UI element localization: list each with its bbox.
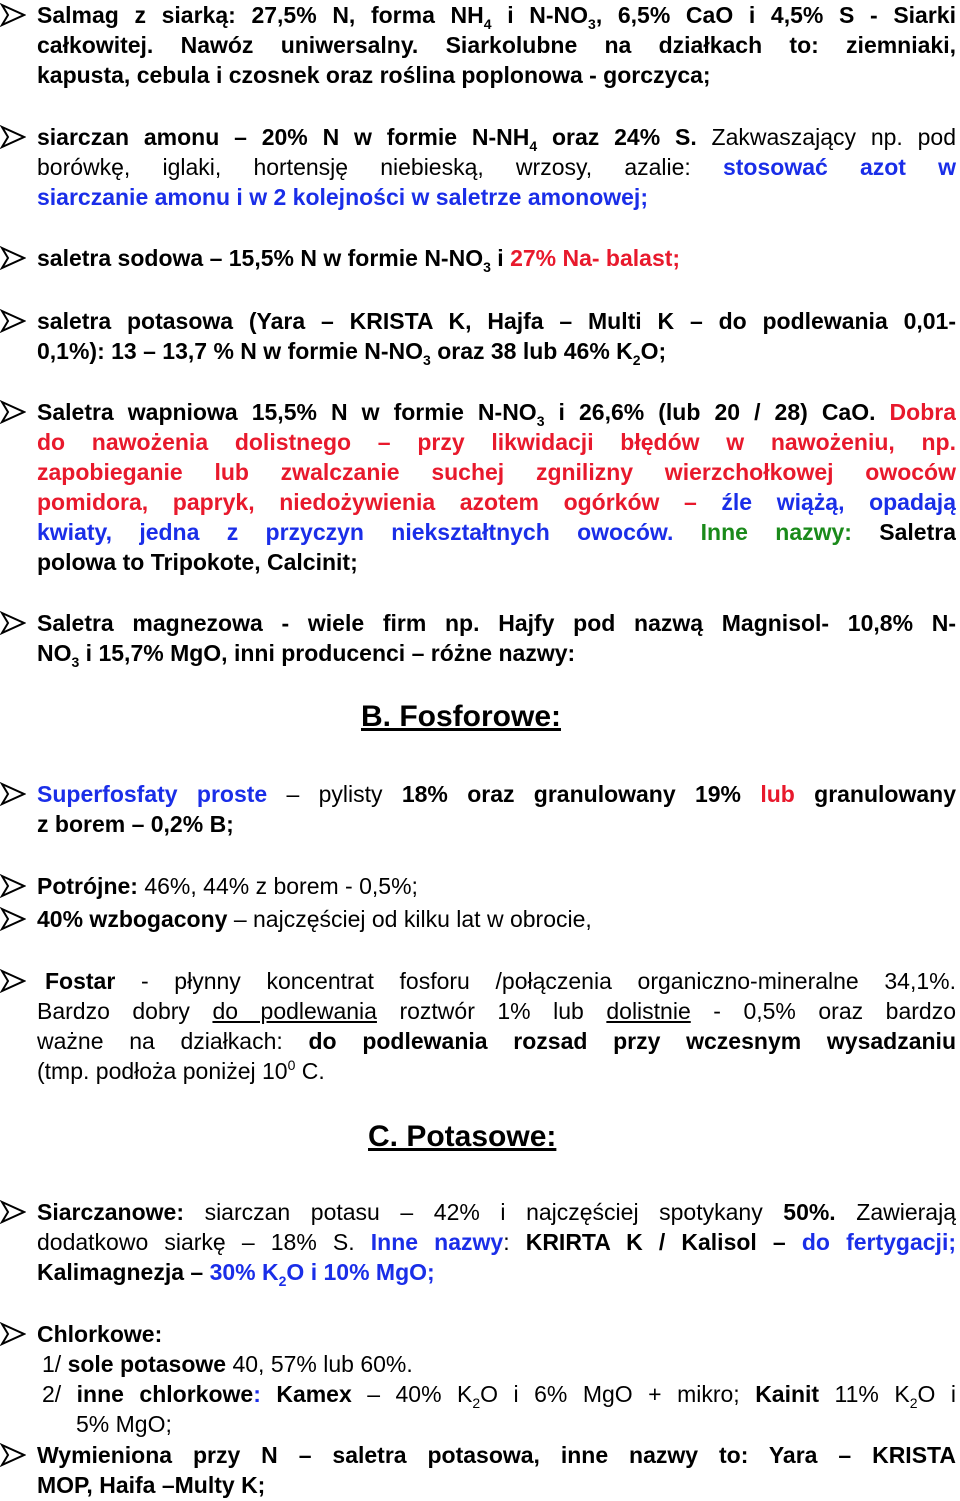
arrow-bullet-icon [0, 907, 26, 931]
arrow-bullet-icon [0, 1443, 26, 1467]
arrow-bullet-icon [0, 969, 26, 993]
arrow-bullet-icon [0, 611, 26, 635]
section-heading-fosforowe: B. Fosforowe: [361, 700, 561, 733]
arrow-bullet-icon [0, 246, 26, 270]
item-line: Superfosfaty proste – pylisty 18% oraz granulowany 19% lub granulowany [37, 781, 956, 807]
item-line: 0,1%): 13 – 13,7 % N w formie $N-NO_3$ oraz 38 lub 46% $K_2O$; [37, 338, 667, 368]
item-line: kapusta, cebula i czosnek oraz roślina poplonowa - gorczyca; [37, 62, 711, 88]
arrow-bullet-icon [0, 309, 26, 333]
item-line: Fostar - płynny koncentrat fosforu /połączenia organiczno-mineralne 34,1%. [45, 968, 956, 994]
item-line: pomidora, papryk, niedożywienia azotem ogórków – źle wiążą, opadają [37, 489, 956, 515]
item-line: borówkę, iglaki, hortensję niebieską, wrzosy, azalie: stosować azot w [37, 154, 956, 180]
item-line: Chlorkowe: [37, 1321, 163, 1347]
item-line: 2/ inne chlorkowe: Kamex – 40% $K_2O$ i 6% MgO + mikro; Kainit 11% $K_2O$ i [42, 1381, 956, 1409]
item-line: 40% wzbogacony – najczęściej od kilku lat w obrocie, [37, 906, 592, 932]
item-line: Saletra wapniowa 15,5% N w formie $N-NO_3$ i 26,6% (lub 20 / 28) CaO. Dobra [37, 399, 956, 427]
item-line: Kalimagnezja – 30% $K_2O$ i 10% MgO; [37, 1259, 435, 1289]
item-line: polowa to Tripokote, Calcinit; [37, 549, 358, 575]
item-line: 5% MgO; [76, 1411, 172, 1437]
item-line: Bardzo dobry do podlewania roztwór 1% lub dolistnie - 0,5% oraz bardzo [37, 998, 956, 1024]
item-line: kwiaty, jedna z przyczyn niekształtnych owoców. Inne nazwy: Saletra [37, 519, 956, 545]
item-line: ważne na działkach: do podlewania rozsad przy wczesnym wysadzaniu [37, 1028, 956, 1054]
arrow-bullet-icon [0, 874, 26, 898]
item-line: Siarczanowe: siarczan potasu – 42% i najczęściej spotykany 50%. Zawierają [37, 1199, 956, 1225]
item-line: Wymieniona przy N – saletra potasowa, inne nazwy to: Yara – KRISTA [37, 1442, 956, 1468]
item-line: Potrójne: 46%, 44% z borem - 0,5%; [37, 873, 418, 899]
item-line: (tmp. podłoża poniżej $10^0$ C. [37, 1057, 325, 1084]
item-line: $NO_3$ i 15,7% MgO, inni producenci – różne nazwy: [37, 640, 576, 670]
item-line: do nawożenia dolistnego – przy likwidacji błędów w nawożeniu, np. [37, 429, 956, 455]
item-line: zapobieganie lub zwalczanie suchej zgnilizny wierzchołkowej owoców [37, 459, 956, 485]
arrow-bullet-icon [0, 400, 26, 424]
arrow-bullet-icon [0, 3, 26, 27]
arrow-bullet-icon [0, 1322, 26, 1346]
item-line: 1/ sole potasowe 40, 57% lub 60%. [42, 1351, 413, 1377]
item-line: MOP, Haifa –Multy K; [37, 1472, 266, 1498]
section-heading-potasowe: C. Potasowe: [368, 1120, 557, 1153]
item-line: z borem – 0,2% B; [37, 811, 234, 837]
item-line: saletra potasowa (Yara – KRISTA K, Hajfa – Multi K – do podlewania 0,01- [37, 308, 956, 334]
item-line: saletra sodowa – 15,5% N w formie $N-NO_3$ i 27% Na- balast; [37, 245, 681, 275]
item-line: całkowitej. Nawóz uniwersalny. Siarkolubne na działkach to: ziemniaki, [37, 32, 956, 58]
arrow-bullet-icon [0, 1200, 26, 1224]
item-line: dodatkowo siarkę – 18% S. Inne nazwy: KRIRTA K / Kalisol – do fertygacji; [37, 1229, 956, 1255]
item-line: siarczan amonu – 20% N w formie $N-NH_4$ oraz 24% S. Zakwaszający np. pod [37, 124, 956, 152]
arrow-bullet-icon [0, 782, 26, 806]
item-line: siarczanie amonu i w 2 kolejności w saletrze amonowej; [37, 184, 648, 210]
item-line: Salmag z siarką: 27,5% N, forma $NH_4$ i $N-NO_3$, 6,5% CaO i 4,5% S - Siarki [37, 2, 956, 30]
item-line: Saletra magnezowa - wiele firm np. Hajfy pod nazwą Magnisol- 10,8% N- [37, 610, 956, 636]
arrow-bullet-icon [0, 125, 26, 149]
